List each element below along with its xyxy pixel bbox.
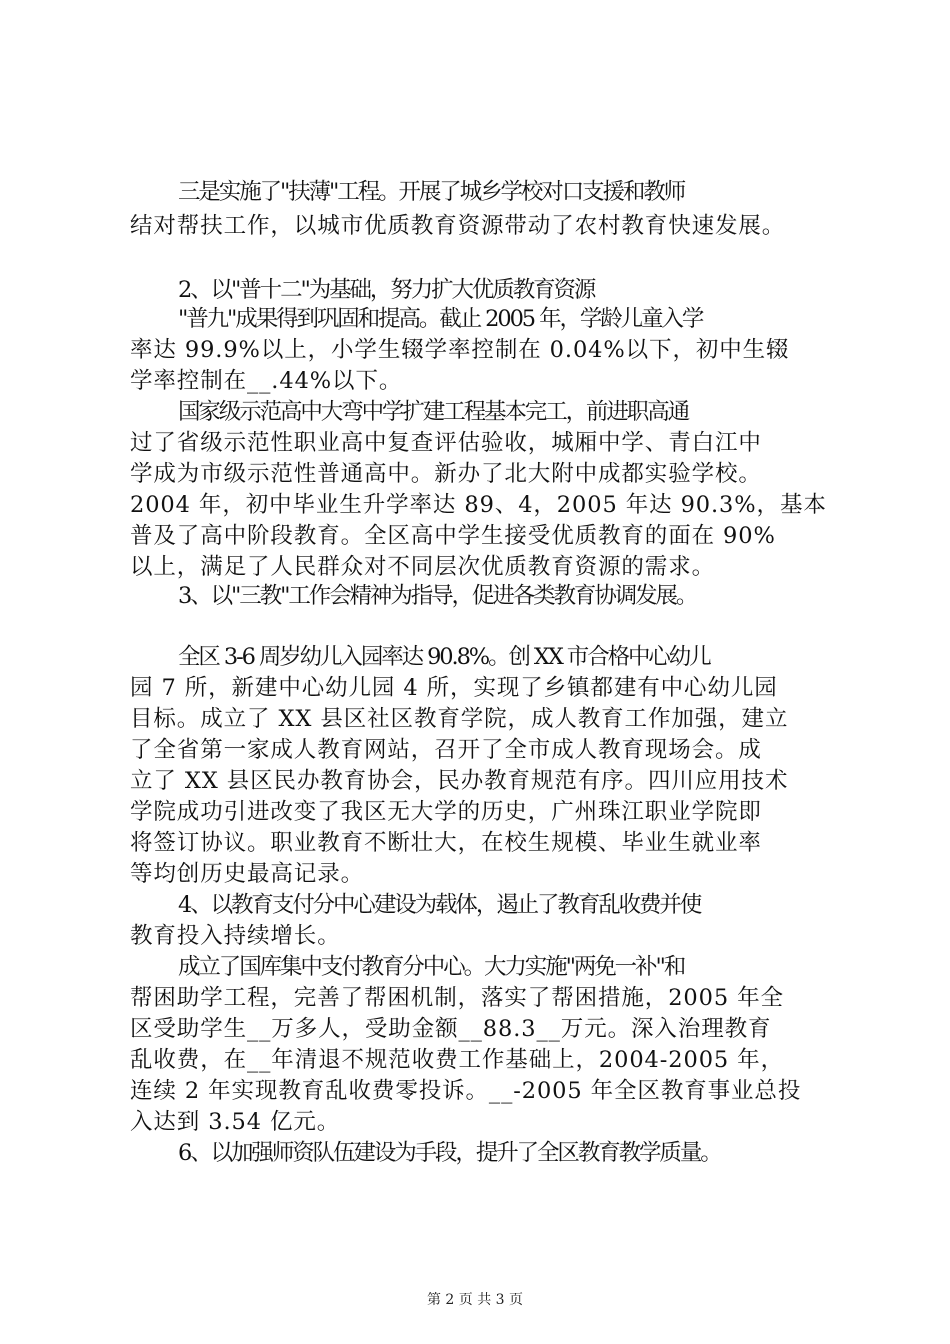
text-line: 等均创历史最高记录。	[130, 861, 365, 887]
text-line: 成立了国库集中支付教育分中心。大力实施"两免一补"和	[178, 954, 685, 980]
section-heading: 6、以加强师资队伍建设为手段，提升了全区教育教学质量。	[178, 1140, 721, 1166]
text-line: 了全省第一家成人教育网站，召开了全市成人教育现场会。成	[130, 737, 762, 763]
page-number-footer: 第 2 页 共 3 页	[426, 1292, 524, 1308]
text-line: 学成为市级示范性普通高中。新办了北大附中成都实验学校。	[130, 461, 762, 487]
text-line: 教育投入持续增长。	[130, 923, 341, 949]
text-line: 乱收费，在__年清退不规范收费工作基础上，2004-2005 年，	[130, 1047, 784, 1073]
text-line: 帮困助学工程，完善了帮困机制，落实了帮困措施，2005 年全	[130, 985, 784, 1011]
text-line: 三是实施了"扶薄"工程。开展了城乡学校对口支援和教师	[178, 179, 685, 205]
text-line: 国家级示范高中大弯中学扩建工程基本完工，前进职高通	[178, 399, 689, 425]
text-line: 普及了高中阶段教育。全区高中学生接受优质教育的面在 90%	[130, 523, 776, 549]
text-line: 将签订协议。职业教育不断壮大，在校生规模、毕业生就业率	[130, 830, 762, 856]
text-line: 目标。成立了 XX 县区社区教育学院，成人教育工作加强，建立	[130, 706, 789, 732]
text-line: 区受助学生__万多人，受助金额__88.3__万元。深入治理教育	[130, 1016, 772, 1042]
text-line: 连续 2 年实现教育乱收费零投诉。__-2005 年全区教育事业总投	[130, 1078, 802, 1104]
text-line: 园 7 所，新建中心幼儿园 4 所，实现了乡镇都建有中心幼儿园	[130, 675, 778, 701]
section-heading: 4、以教育支付分中心建设为载体，遏止了教育乱收费并使	[178, 892, 701, 918]
text-line: 入达到 3.54 亿元。	[130, 1109, 341, 1135]
text-line: 率达 99.9%以上，小学生辍学率控制在 0.04%以下，初中生辍	[130, 337, 790, 363]
text-line: 过了省级示范性职业高中复查评估验收，城厢中学、青白江中	[130, 430, 762, 456]
text-line: 立了 XX 县区民办教育协会，民办教育规范有序。四川应用技术	[130, 768, 789, 794]
text-line: 结对帮扶工作，以城市优质教育资源带动了农村教育快速发展。	[130, 213, 786, 239]
section-heading: 2、以"普十二"为基础，努力扩大优质教育资源	[178, 277, 595, 303]
section-heading: 3、以"三教"工作会精神为指导，促进各类教育协调发展。	[178, 583, 697, 609]
text-line: 全区 3-6 周岁幼儿入园率达 90.8%。创 XX 市合格中心幼儿	[178, 644, 710, 670]
text-line: 学院成功引进改变了我区无大学的历史，广州珠江职业学院即	[130, 799, 762, 825]
text-line: 以上，满足了人民群众对不同层次优质教育资源的需求。	[130, 554, 716, 580]
text-line: 2004 年，初中毕业生升学率达 89、4，2005 年达 90.3%，基本	[130, 492, 827, 518]
text-line: 学率控制在__.44%以下。	[130, 368, 403, 394]
text-line: "普九"成果得到巩固和提高。截止 2005 年，学龄儿童入学	[178, 306, 703, 332]
